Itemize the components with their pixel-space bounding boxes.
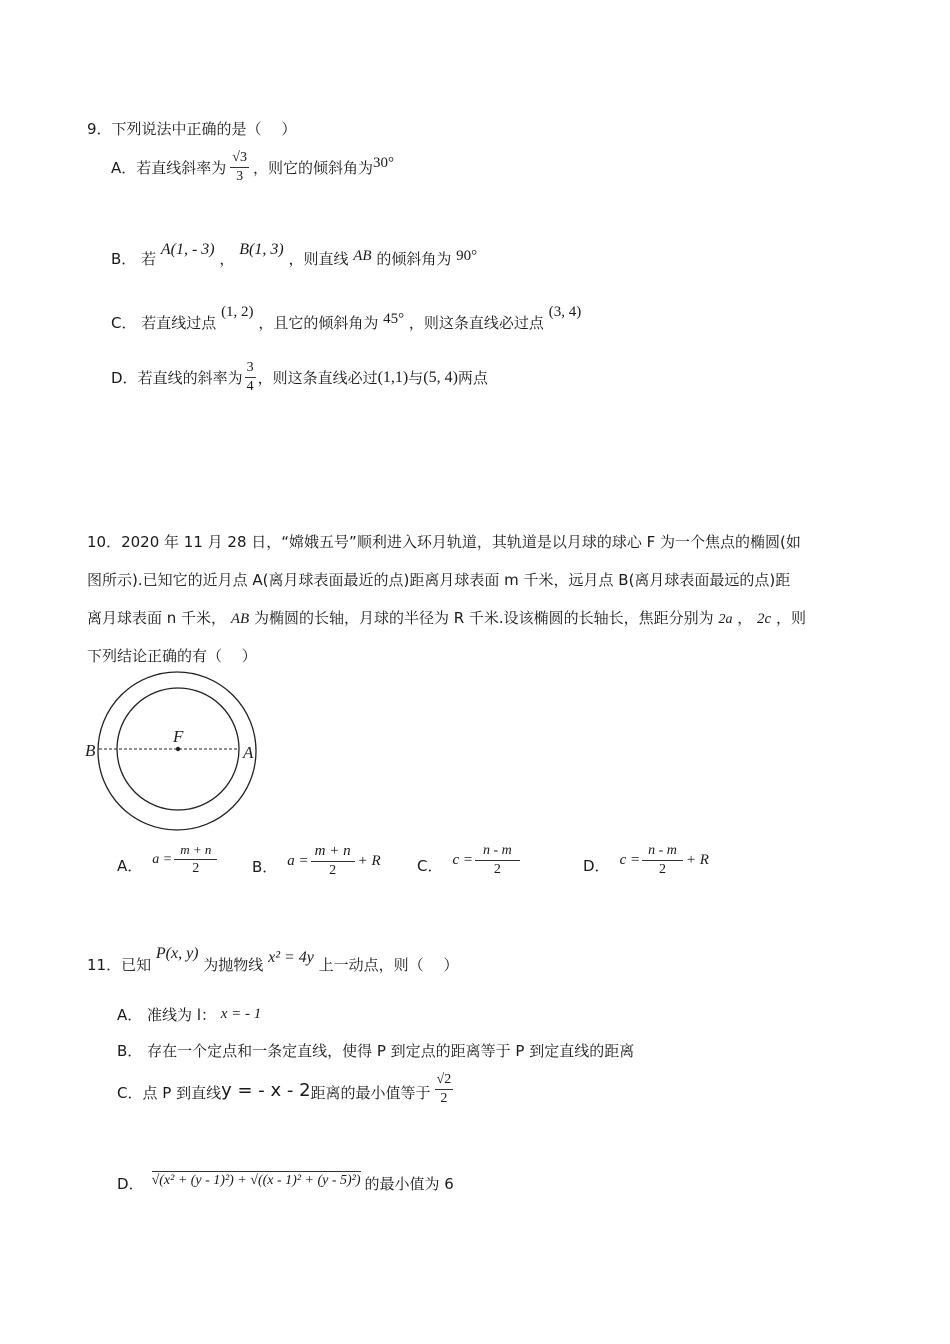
fraction-denominator: 2	[192, 860, 200, 876]
math-expression: 2a	[718, 612, 733, 627]
q10-option-a	[117, 843, 217, 877]
math-expression: (1, 2)	[221, 304, 254, 320]
fraction	[435, 1072, 454, 1107]
fraction-numerator: m + n	[311, 843, 355, 862]
label-f: F	[173, 727, 184, 746]
q9-stem: 9．下列说法中正确的是（ ）	[87, 120, 297, 138]
option-label: D．	[583, 857, 610, 876]
stem-text: 11．已知	[87, 956, 152, 974]
option-text: 距离的最小值等于	[310, 1084, 431, 1103]
fraction	[230, 150, 249, 185]
q10-stem-line1: 10．2020 年 11 月 28 日，“嫦娥五号”顺利进入环月轨道，其轨道是以月球的球心 F 为一个焦点的椭圆(如	[87, 533, 801, 551]
option-text: ，	[219, 250, 235, 268]
math-expression: AB	[230, 611, 250, 627]
math-expression: A(1, - 3)	[160, 241, 215, 258]
math-expression: c =	[452, 852, 474, 869]
option-label: D．	[111, 369, 138, 388]
fraction-denominator: 2	[329, 863, 337, 879]
math-expression: y = - x - 2	[221, 1080, 311, 1102]
option-text: ，则这条直线必过	[257, 369, 378, 388]
stem-text: 为椭圆的长轴，月球的半径为 R 千米.设该椭圆的长轴长，焦距分别为	[253, 609, 714, 627]
stem-text: 离月球表面 n 千米，	[87, 609, 227, 627]
option-label: B．	[252, 857, 278, 876]
q11-stem	[87, 945, 459, 975]
option-text: ，则它的倾斜角为	[252, 159, 373, 178]
fraction-numerator: √3	[230, 150, 249, 168]
stem-text: ，	[737, 609, 753, 627]
option-text: 若直线过点	[141, 314, 217, 332]
stem-text: ，则	[775, 609, 806, 627]
fraction	[245, 360, 256, 395]
q10-stem-line2: 图所示).已知它的近月点 A(离月球表面最近的点)距离月球表面 m 千米，远月点 B(离月球表面最远的点)距	[87, 571, 791, 589]
q10-option-c	[417, 843, 520, 878]
math-expression: a =	[287, 852, 309, 869]
q11-option-c	[117, 1072, 453, 1107]
math-expression: 30°	[372, 155, 394, 172]
fraction-denominator: 3	[236, 169, 244, 185]
math-expression: + R	[357, 852, 381, 869]
orbit-ellipse	[98, 672, 256, 830]
fraction-denominator: 2	[493, 862, 501, 878]
fraction-numerator: 3	[245, 360, 256, 378]
option-text: 与	[408, 369, 424, 388]
math-expression: AB	[353, 248, 372, 264]
q9-option-b	[111, 241, 478, 269]
math-expression: (5, 4)	[423, 368, 458, 386]
fraction	[174, 843, 217, 877]
fraction-numerator: n - m	[642, 843, 683, 861]
q11-option-b	[117, 1040, 634, 1061]
math-expression: B(1, 3)	[239, 241, 284, 258]
q11-option-d	[117, 1165, 454, 1194]
option-text: ，则直线	[288, 250, 349, 268]
option-text: ，且它的倾斜角为	[258, 314, 379, 332]
fraction-numerator: n - m	[475, 843, 520, 861]
option-label: A．	[117, 856, 143, 875]
math-expression: 90°	[456, 248, 478, 264]
option-label: A．	[111, 159, 137, 178]
option-text: 两点	[457, 369, 488, 388]
math-expression: x = - 1	[220, 1006, 262, 1022]
q9-option-c	[111, 304, 582, 333]
math-expression: x² = 4y	[268, 949, 314, 966]
option-text: 的倾斜角为	[376, 250, 452, 268]
option-label: A．	[117, 1006, 143, 1024]
fraction-denominator: 2	[440, 1091, 448, 1107]
q9-option-d	[111, 360, 488, 395]
option-text: 若	[141, 250, 157, 268]
math-expression: 45°	[383, 311, 405, 327]
orbit-figure	[80, 670, 270, 840]
label-b: B	[85, 741, 96, 760]
math-expression: (3, 4)	[548, 304, 582, 320]
fraction	[311, 843, 355, 879]
stem-text: 上一动点，则（ ）	[318, 956, 459, 974]
option-label: C．	[111, 314, 137, 332]
q10-option-d	[583, 843, 709, 878]
fraction-numerator: m + n	[174, 843, 217, 860]
stem-text: 为抛物线	[203, 956, 264, 974]
label-a: A	[243, 743, 254, 762]
option-label: B．	[117, 1042, 143, 1060]
math-expression: + R	[685, 852, 709, 869]
option-text: 若直线斜率为	[136, 159, 227, 178]
fraction	[475, 843, 520, 878]
math-expression: a =	[152, 852, 173, 868]
q11-option-a	[117, 1004, 261, 1025]
focus-point	[176, 747, 180, 751]
math-expression: P(x, y)	[155, 945, 199, 962]
option-text: 准线为 l：	[147, 1006, 216, 1024]
q10-stem-line4: 下列结论正确的有（ ）	[87, 647, 257, 665]
fraction-denominator: 2	[658, 862, 666, 878]
option-label: D．	[117, 1175, 144, 1193]
option-label: C．	[417, 857, 443, 876]
option-text: 存在一个定点和一条定直线，使得 P 到定点的距离等于 P 到定直线的距离	[147, 1042, 635, 1060]
fraction-numerator: √2	[435, 1072, 454, 1090]
option-label: C．	[117, 1084, 143, 1103]
math-expression: √(x² + (y - 1)²) + √((x - 1)² + (y - 5)²)	[151, 1172, 361, 1188]
fraction-denominator: 4	[246, 379, 254, 395]
q10-stem-line3	[87, 607, 806, 628]
math-expression: c =	[619, 852, 641, 869]
option-text: ，则这条直线必过点	[408, 314, 544, 332]
q10-option-b	[252, 843, 381, 879]
q9-option-a	[111, 150, 394, 185]
option-label: B．	[111, 250, 137, 268]
math-expression: 2c	[757, 611, 772, 627]
option-text: 若直线的斜率为	[137, 369, 243, 388]
option-text: 点 P 到直线	[142, 1084, 222, 1103]
fraction	[642, 843, 683, 878]
option-text: 的最小值为 6	[364, 1175, 454, 1193]
math-expression: (1,1)	[377, 368, 409, 386]
